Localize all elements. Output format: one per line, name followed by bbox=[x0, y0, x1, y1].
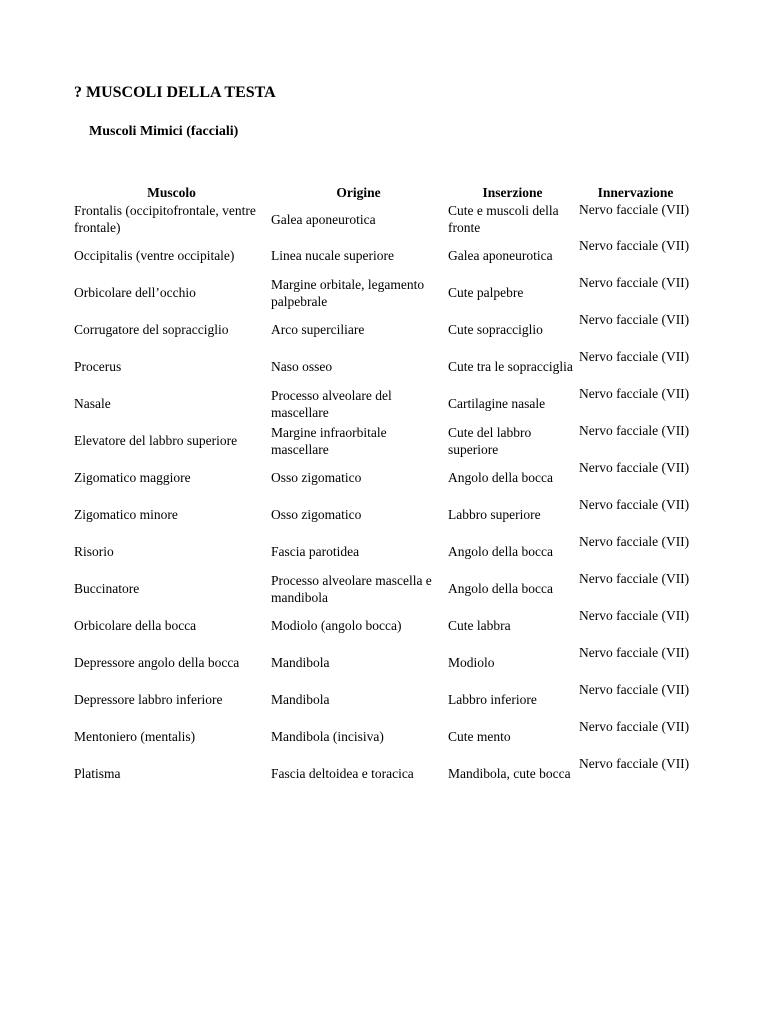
cell-origine: Processo alveolare mascella e mandibola bbox=[271, 572, 432, 605]
cell-innervazione: Nervo facciale (VII) bbox=[579, 423, 690, 438]
cell-origine: Processo alveolare del mascellare bbox=[271, 387, 392, 420]
cell-muscolo: Orbicolare dell’occhio bbox=[74, 285, 196, 300]
cell-innervazione: Nervo facciale (VII) bbox=[579, 238, 690, 253]
header-inserzione: Inserzione bbox=[482, 185, 543, 200]
cell-inserzione: Cute palpebre bbox=[448, 285, 524, 300]
cell-origine: Fascia deltoidea e toracica bbox=[271, 766, 414, 781]
cell-origine: Naso osseo bbox=[271, 359, 333, 374]
cell-innervazione: Nervo facciale (VII) bbox=[579, 202, 690, 217]
page-title: ? MUSCOLI DELLA TESTA bbox=[74, 84, 276, 101]
cell-muscolo: Buccinatore bbox=[74, 581, 140, 596]
table-row bbox=[73, 422, 693, 459]
cell-muscolo: Frontalis (occipitofrontale, ventre frontale) bbox=[74, 203, 256, 235]
cell-origine: Osso zigomatico bbox=[271, 507, 362, 522]
cell-inserzione: Cute e muscoli della fronte bbox=[448, 203, 559, 235]
table-row bbox=[73, 459, 693, 496]
cell-inserzione: Angolo della bocca bbox=[448, 544, 553, 559]
cell-inserzione: Cute labbra bbox=[448, 618, 511, 633]
cell-inserzione: Cute mento bbox=[448, 729, 511, 744]
cell-innervazione: Nervo facciale (VII) bbox=[579, 571, 690, 586]
table-row bbox=[73, 311, 693, 348]
cell-muscolo: Elevatore del labbro superiore bbox=[74, 433, 238, 448]
cell-origine: Mandibola bbox=[271, 692, 330, 707]
cell-origine: Mandibola bbox=[271, 655, 330, 670]
cell-inserzione: Cute sopracciglio bbox=[448, 322, 543, 337]
table-row bbox=[73, 348, 693, 385]
cell-origine: Linea nucale superiore bbox=[271, 248, 394, 263]
cell-innervazione: Nervo facciale (VII) bbox=[579, 608, 690, 623]
header-innervazione: Innervazione bbox=[597, 185, 674, 200]
cell-muscolo: Depressore angolo della bocca bbox=[74, 655, 240, 670]
cell-innervazione: Nervo facciale (VII) bbox=[579, 312, 690, 327]
cell-muscolo: Risorio bbox=[74, 544, 114, 559]
cell-innervazione: Nervo facciale (VII) bbox=[579, 275, 690, 290]
cell-innervazione: Nervo facciale (VII) bbox=[579, 645, 690, 660]
cell-innervazione: Nervo facciale (VII) bbox=[579, 719, 690, 734]
header-muscolo: Muscolo bbox=[147, 185, 196, 200]
cell-innervazione: Nervo facciale (VII) bbox=[579, 460, 690, 475]
table-row bbox=[73, 681, 693, 718]
cell-origine: Modiolo (angolo bocca) bbox=[271, 618, 402, 633]
cell-inserzione: Galea aponeurotica bbox=[448, 248, 553, 263]
section-title: Muscoli Mimici (facciali) bbox=[89, 124, 239, 139]
table-row bbox=[73, 718, 693, 755]
table-row bbox=[73, 237, 693, 274]
cell-inserzione: Labbro inferiore bbox=[448, 692, 537, 707]
cell-innervazione: Nervo facciale (VII) bbox=[579, 534, 690, 549]
header-origine: Origine bbox=[336, 185, 381, 200]
cell-innervazione: Nervo facciale (VII) bbox=[579, 386, 690, 401]
cell-inserzione: Modiolo bbox=[448, 655, 495, 670]
cell-muscolo: Orbicolare della bocca bbox=[74, 618, 197, 633]
cell-muscolo: Corrugatore del sopracciglio bbox=[74, 322, 229, 337]
cell-inserzione: Angolo della bocca bbox=[448, 581, 553, 596]
cell-muscolo: Zigomatico minore bbox=[74, 507, 178, 522]
muscle-table bbox=[73, 184, 693, 792]
cell-inserzione: Labbro superiore bbox=[448, 507, 541, 522]
table-body bbox=[73, 201, 693, 792]
cell-origine: Mandibola (incisiva) bbox=[271, 729, 384, 744]
cell-origine: Margine infraorbitale mascellare bbox=[271, 424, 387, 457]
table-row bbox=[73, 496, 693, 533]
cell-inserzione: Mandibola, cute bocca bbox=[448, 766, 571, 781]
table-row bbox=[73, 385, 693, 422]
cell-innervazione: Nervo facciale (VII) bbox=[579, 497, 690, 512]
cell-inserzione: Cute del labbro superiore bbox=[448, 424, 532, 457]
table-row bbox=[73, 533, 693, 570]
cell-muscolo: Zigomatico maggiore bbox=[74, 470, 191, 485]
cell-innervazione: Nervo facciale (VII) bbox=[579, 756, 690, 771]
table-row bbox=[73, 570, 693, 607]
cell-inserzione: Cartilagine nasale bbox=[448, 396, 546, 411]
cell-origine: Fascia parotidea bbox=[271, 544, 360, 559]
cell-muscolo: Platisma bbox=[74, 766, 121, 781]
table-row bbox=[73, 201, 693, 237]
cell-muscolo: Procerus bbox=[74, 359, 122, 374]
cell-origine: Osso zigomatico bbox=[271, 470, 362, 485]
cell-origine: Galea aponeurotica bbox=[271, 211, 376, 227]
cell-innervazione: Nervo facciale (VII) bbox=[579, 349, 690, 364]
table-row bbox=[73, 644, 693, 681]
cell-origine: Arco superciliare bbox=[271, 322, 365, 337]
cell-muscolo: Occipitalis (ventre occipitale) bbox=[74, 248, 235, 263]
cell-inserzione: Cute tra le sopracciglia bbox=[448, 359, 573, 374]
table-row bbox=[73, 755, 693, 792]
cell-innervazione: Nervo facciale (VII) bbox=[579, 682, 690, 697]
cell-muscolo: Mentoniero (mentalis) bbox=[74, 729, 196, 744]
cell-inserzione: Angolo della bocca bbox=[448, 470, 553, 485]
table-header-row bbox=[73, 184, 693, 201]
table-row bbox=[73, 607, 693, 644]
cell-muscolo: Nasale bbox=[74, 396, 111, 411]
table-row bbox=[73, 274, 693, 311]
cell-origine: Margine orbitale, legamento palpebrale bbox=[271, 276, 425, 309]
cell-muscolo: Depressore labbro inferiore bbox=[74, 692, 223, 707]
